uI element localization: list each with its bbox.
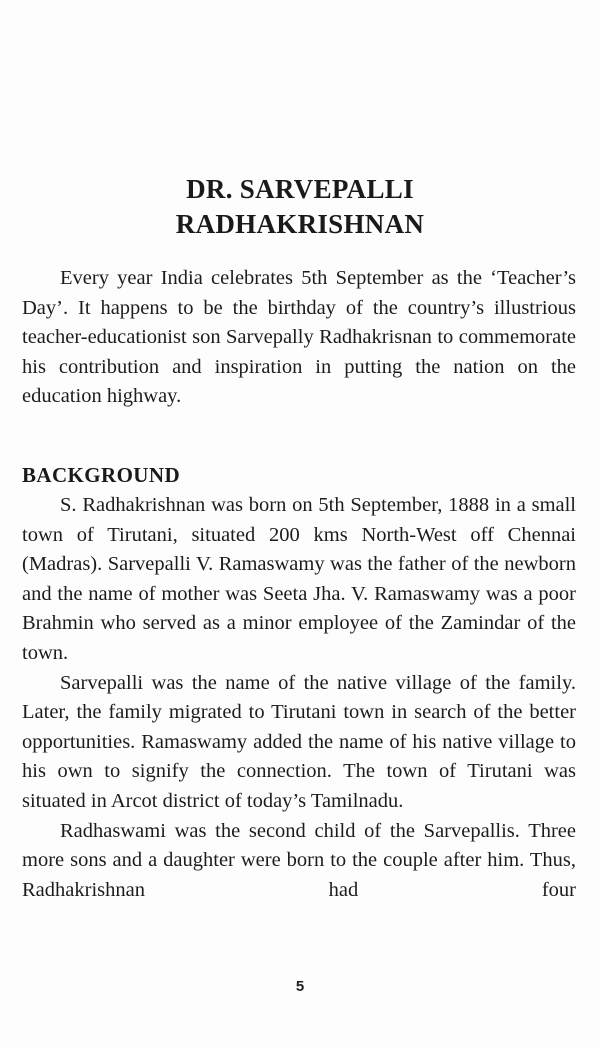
background-paragraph-2: Sarvepalli was the name of the native village of the family. Later, the family migrated to Tirutani town in search of the better opportunities. Ramaswamy added the name of his native village to his own to signify the connection. The town of Tirutani was situated in Arcot district of today’s Tamilnadu. <box>22 671 576 812</box>
section-heading-background: BACKGROUND <box>22 463 181 487</box>
background-section-body <box>22 491 576 905</box>
background-paragraph-1: S. Radhakrishnan was born on 5th September, 1888 in a small town of Tirutani, situated 200 kms North-West off Chennai (Madras). Sarvepalli V. Ramaswamy was the father of the newborn and the name of mother was Seeta Jha. V. Ramaswamy was a poor Brahmin who served as a minor employee of the Zamindar of the town. <box>22 494 576 664</box>
intro-paragraph-block <box>22 264 576 412</box>
chapter-title-line-1: DR. SARVEPALLI <box>186 174 414 204</box>
page-number: 5 <box>295 978 305 995</box>
chapter-title-line-2: RADHAKRISHNAN <box>175 209 425 239</box>
background-paragraph-3: Radhaswami was the second child of the Sarvepallis. Three more sons and a daughter were born to the couple after him. Thus, Radhakrishnan had four <box>22 819 576 901</box>
intro-paragraph: Every year India celebrates 5th September as the ‘Teacher’s Day’. It happens to be the birthday of the country’s illustrious teacher-educationist son Sarvepally Radhakrisnan to commemorate his contribution and inspiration in putting the nation on the education highway. <box>22 267 576 408</box>
